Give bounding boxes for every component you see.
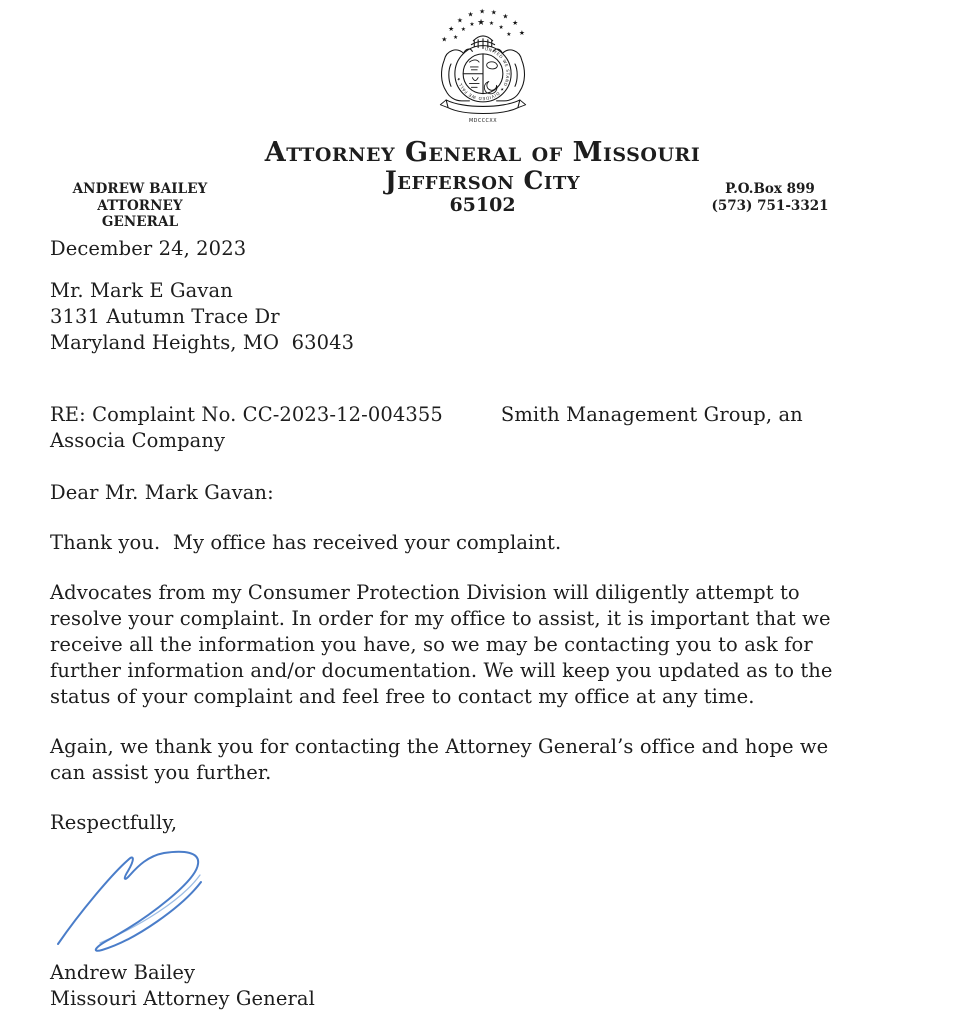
seal-shield [454,46,510,102]
signer-title: Missouri Attorney General [50,987,315,1010]
handwritten-signature [50,844,240,956]
paragraph-again: Again, we thank you for contacting the Attorney General’s office and hope we can assist you further. [50,735,835,784]
recipient-address [50,278,860,356]
letter-body [0,232,965,1012]
paragraph-thanks: Thank you. My office has received your complaint. [50,531,562,554]
svg-text:★: ★ [498,25,504,32]
svg-text:★: ★ [456,16,463,25]
re-complaint-number: RE: Complaint No. CC-2023-12-004355 [50,403,443,426]
svg-text:★: ★ [505,31,511,38]
svg-text:★: ★ [468,22,475,29]
closing: Respectfully, [50,811,178,834]
svg-text:★: ★ [488,21,494,28]
salutation: Dear Mr. Mark Gavan: [50,481,274,504]
svg-text:★: ★ [466,10,474,19]
po-box: P.O.Box 899 [725,181,815,197]
svg-text:★: ★ [447,25,454,34]
svg-text:★: ★ [501,12,508,21]
office-title: Attorney General of Missouri [264,137,701,168]
official-title: ATTORNEY GENERAL [97,197,183,230]
svg-text:★: ★ [478,7,485,16]
svg-text:★: ★ [490,8,497,17]
recipient-street: 3131 Autumn Trace Dr [50,305,280,328]
svg-text:★: ★ [476,18,485,29]
office-zip: 65102 [449,194,516,216]
letterhead-contact [710,181,830,214]
svg-text:UNITED WE STAND ★ DIVIDED WE F: UNITED WE STAND ★ DIVIDED WE FALL ★ [455,46,510,102]
letter-date: December 24, 2023 [50,237,247,260]
svg-text:★: ★ [518,28,525,37]
svg-text:★: ★ [460,27,466,34]
missouri-state-seal-icon [419,4,547,126]
letterhead [0,0,965,232]
re-line [50,402,860,454]
svg-text:★: ★ [511,19,518,28]
re-subject: Smith Management Group, an Associa Company [50,403,810,452]
signer-name: Andrew Bailey [50,961,196,984]
phone-number: (573) 751-3321 [711,197,829,214]
office-city: Jefferson City [384,166,581,195]
svg-text:★: ★ [440,35,447,44]
recipient-name: Mr. Mark E Gavan [50,279,233,302]
seal-roman-numerals: MDCCCXX [468,119,497,125]
paragraph-main: Advocates from my Consumer Protection Division will diligently attempt to resolve your complaint. In order for my office to assist, it is important that we receive all the information you have, so we may be contacting you to ask for further information and/or documentation. We will keep you updated as to the status of your complaint and feel free to contact my office at any time. [50,581,839,708]
recipient-city-state-zip: Maryland Heights, MO 63043 [50,331,355,354]
svg-text:★: ★ [452,34,458,41]
letterhead-official [60,181,220,231]
official-name: ANDREW BAILEY [72,181,208,197]
signoff [50,960,860,1012]
signature-area [50,844,860,956]
